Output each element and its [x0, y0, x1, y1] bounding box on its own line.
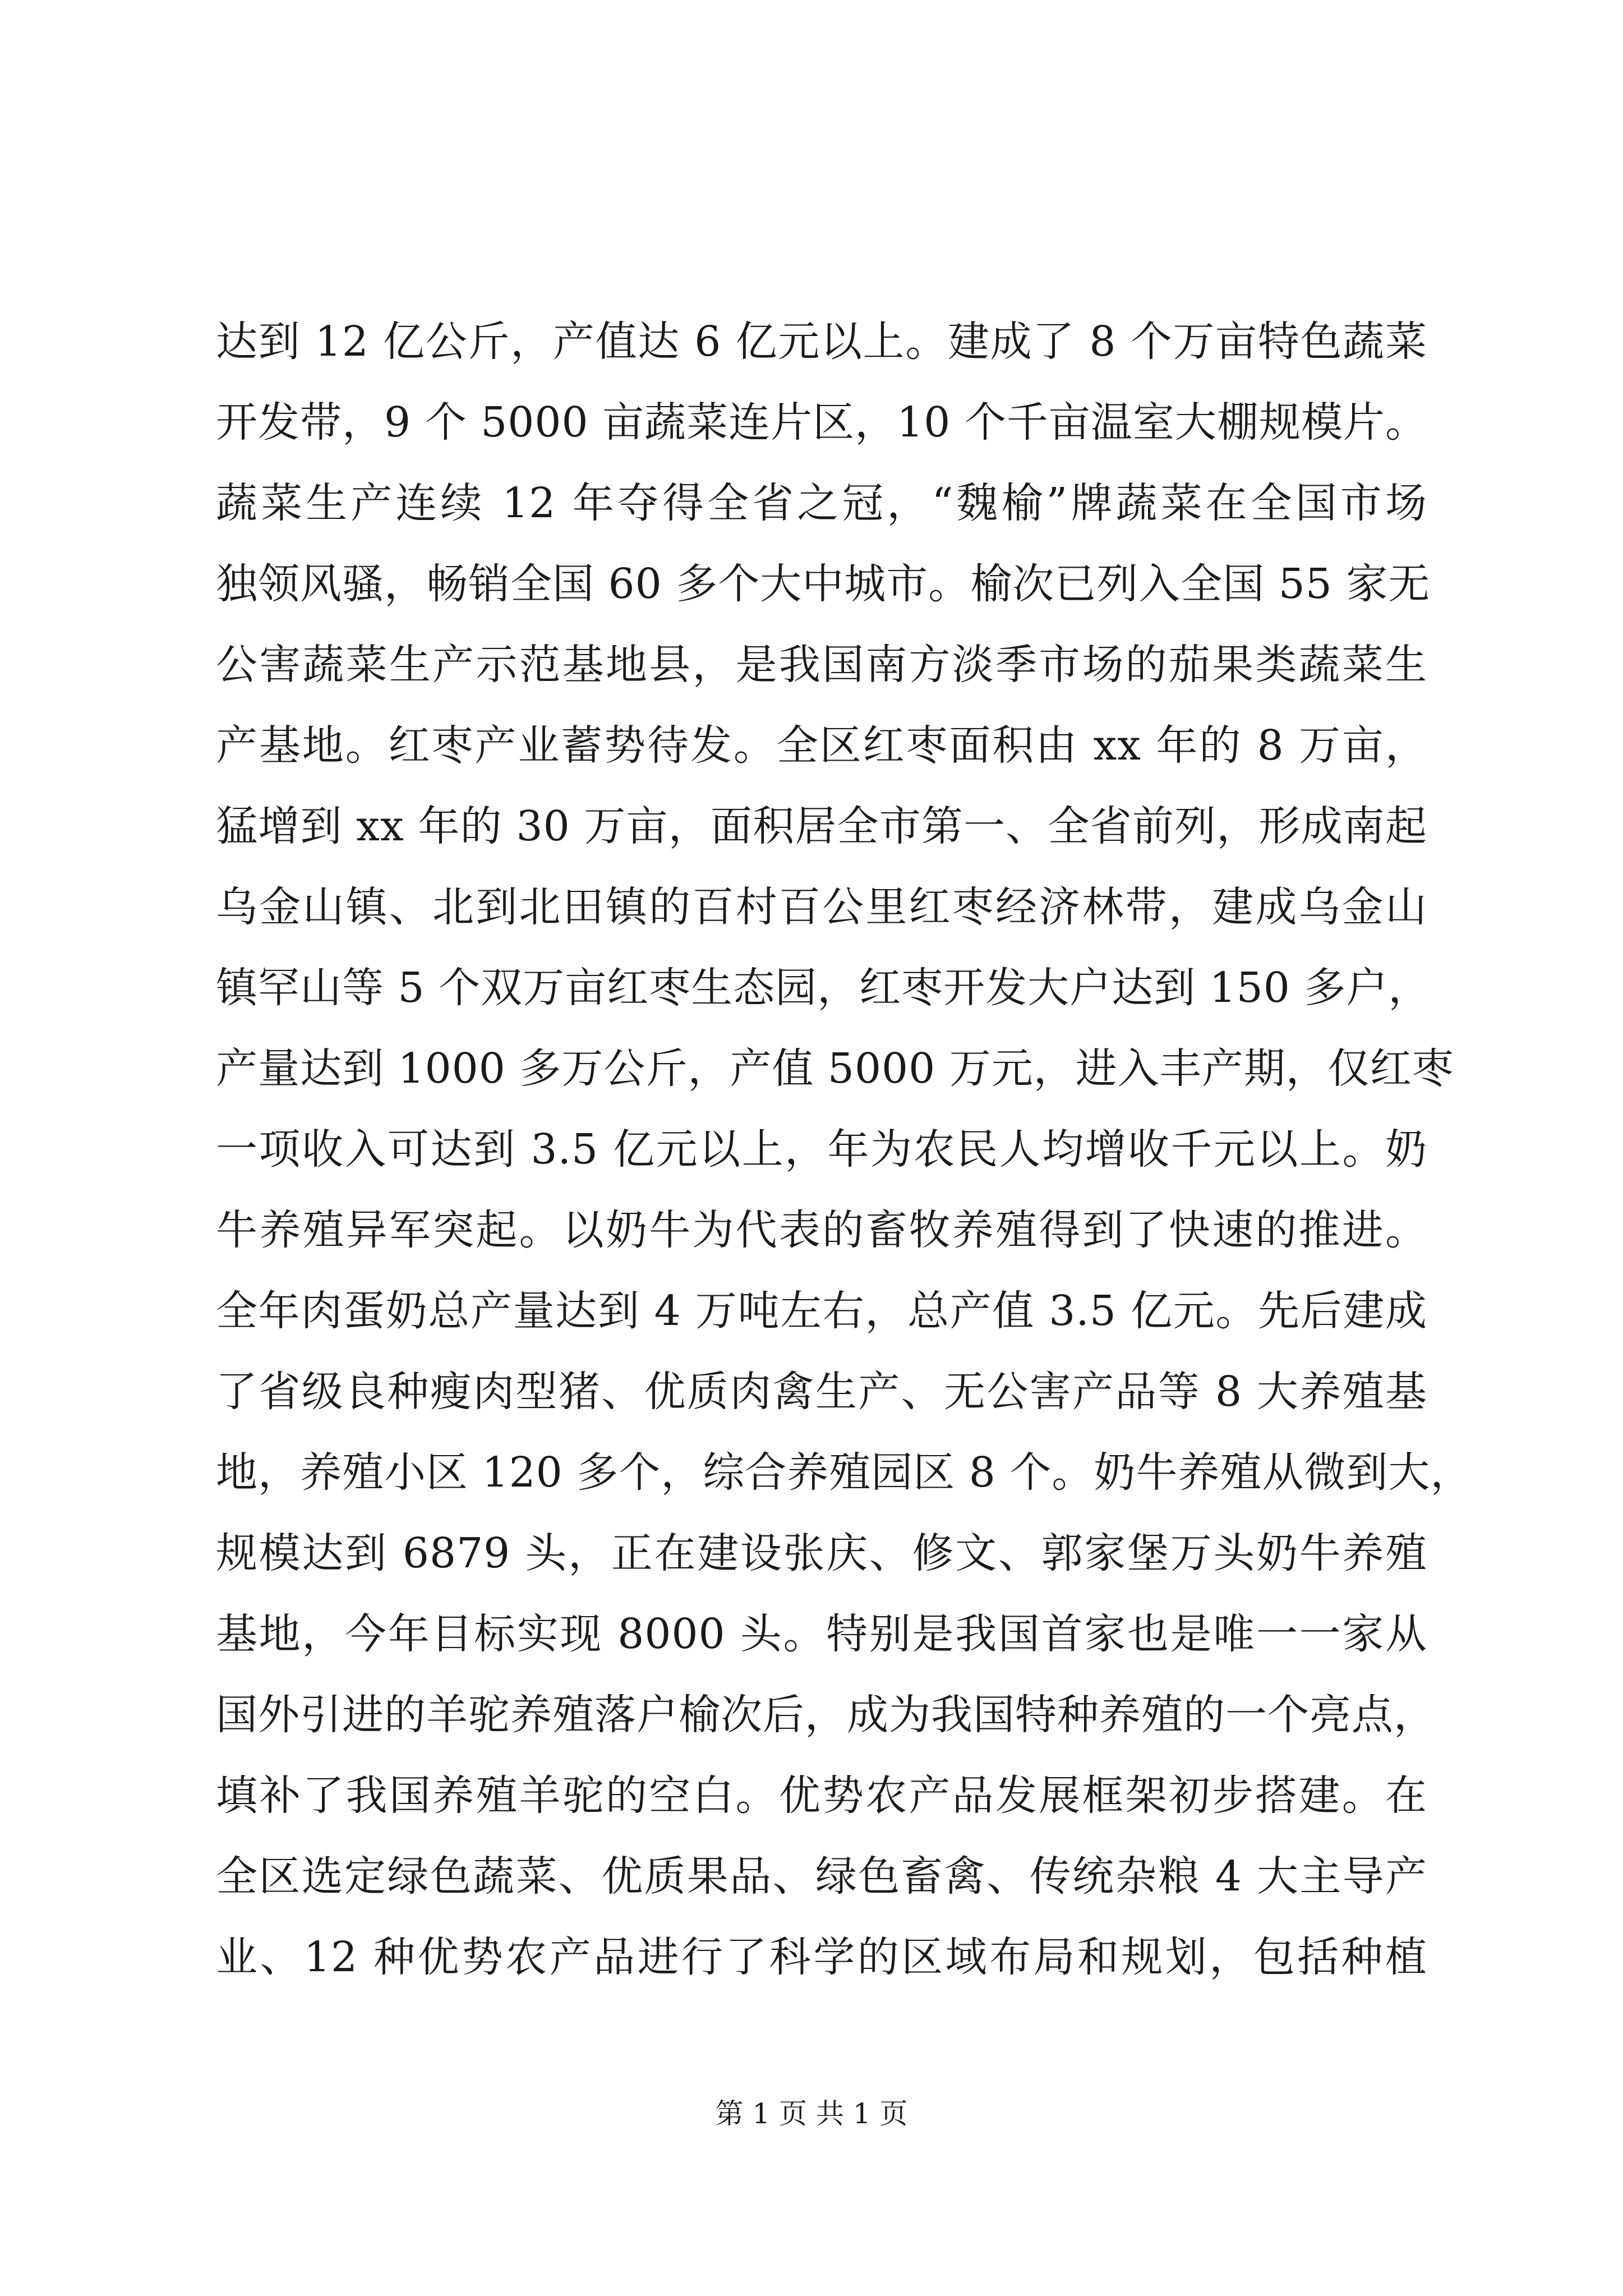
text-line: 了省级良种瘦肉型猪、优质肉禽生产、无公害产品等 8 大养殖基: [216, 1368, 1427, 1416]
text-line: 产量达到 1000 多万公斤，产值 5000 万元，进入丰产期，仅红枣: [216, 1045, 1454, 1093]
text-line: 牛养殖异军突起。以奶牛为代表的畜牧养殖得到了快速的推进。: [216, 1206, 1427, 1254]
text-line: 达到 12 亿公斤，产值达 6 亿元以上。建成了 8 个万亩特色蔬菜: [216, 318, 1427, 366]
text-line: 猛增到 xx 年的 30 万亩，面积居全市第一、全省前列，形成南起: [216, 802, 1427, 850]
text-line: 业、12 种优势农产品进行了科学的区域布局和规划，包括种植: [216, 1933, 1427, 1981]
text-line: 一项收入可达到 3.5 亿元以上，年为农民人均增收千元以上。奶: [216, 1125, 1427, 1174]
text-line: 公害蔬菜生产示范基地县，是我国南方淡季市场的茄果类蔬菜生: [216, 641, 1427, 689]
text-line: 独领风骚，畅销全国 60 多个大中城市。榆次已列入全国 55 家无: [216, 560, 1431, 608]
text-line: 蔬菜生产连续 12 年夺得全省之冠，“魏榆”牌蔬菜在全国市场: [216, 479, 1427, 527]
text-line: 基地，今年目标实现 8000 头。特别是我国首家也是唯一一家从: [216, 1610, 1427, 1658]
page-footer: 第 1 页 共 1 页: [715, 2097, 908, 2130]
text-line: 镇罕山等 5 个双万亩红枣生态园，红枣开发大户达到 150 多户，: [216, 964, 1431, 1012]
text-line: 全区选定绿色蔬菜、优质果品、绿色畜禽、传统杂粮 4 大主导产: [216, 1852, 1427, 1901]
text-line: 全年肉蛋奶总产量达到 4 万吨左右，总产值 3.5 亿元。先后建成: [216, 1287, 1427, 1335]
text-line: 填补了我国养殖羊驼的空白。优势农产品发展框架初步搭建。在: [216, 1772, 1427, 1820]
text-line: 开发带，9 个 5000 亩蔬菜连片区，10 个千亩温室大棚规模片。: [216, 398, 1427, 447]
text-line: 国外引进的羊驼养殖落户榆次后，成为我国特种养殖的一个亮点，: [216, 1691, 1436, 1739]
text-line: 乌金山镇、北到北田镇的百村百公里红枣经济林带，建成乌金山: [216, 883, 1427, 931]
body-text: [216, 301, 1473, 1998]
text-line: 地，养殖小区 120 多个，综合养殖园区 8 个。奶牛养殖从微到大，: [216, 1448, 1473, 1497]
text-line: 规模达到 6879 头，正在建设张庆、修文、郭家堡万头奶牛养殖: [216, 1529, 1427, 1577]
text-line: 产基地。红枣产业蓄势待发。全区红枣面积由 xx 年的 8 万亩，: [216, 721, 1427, 770]
